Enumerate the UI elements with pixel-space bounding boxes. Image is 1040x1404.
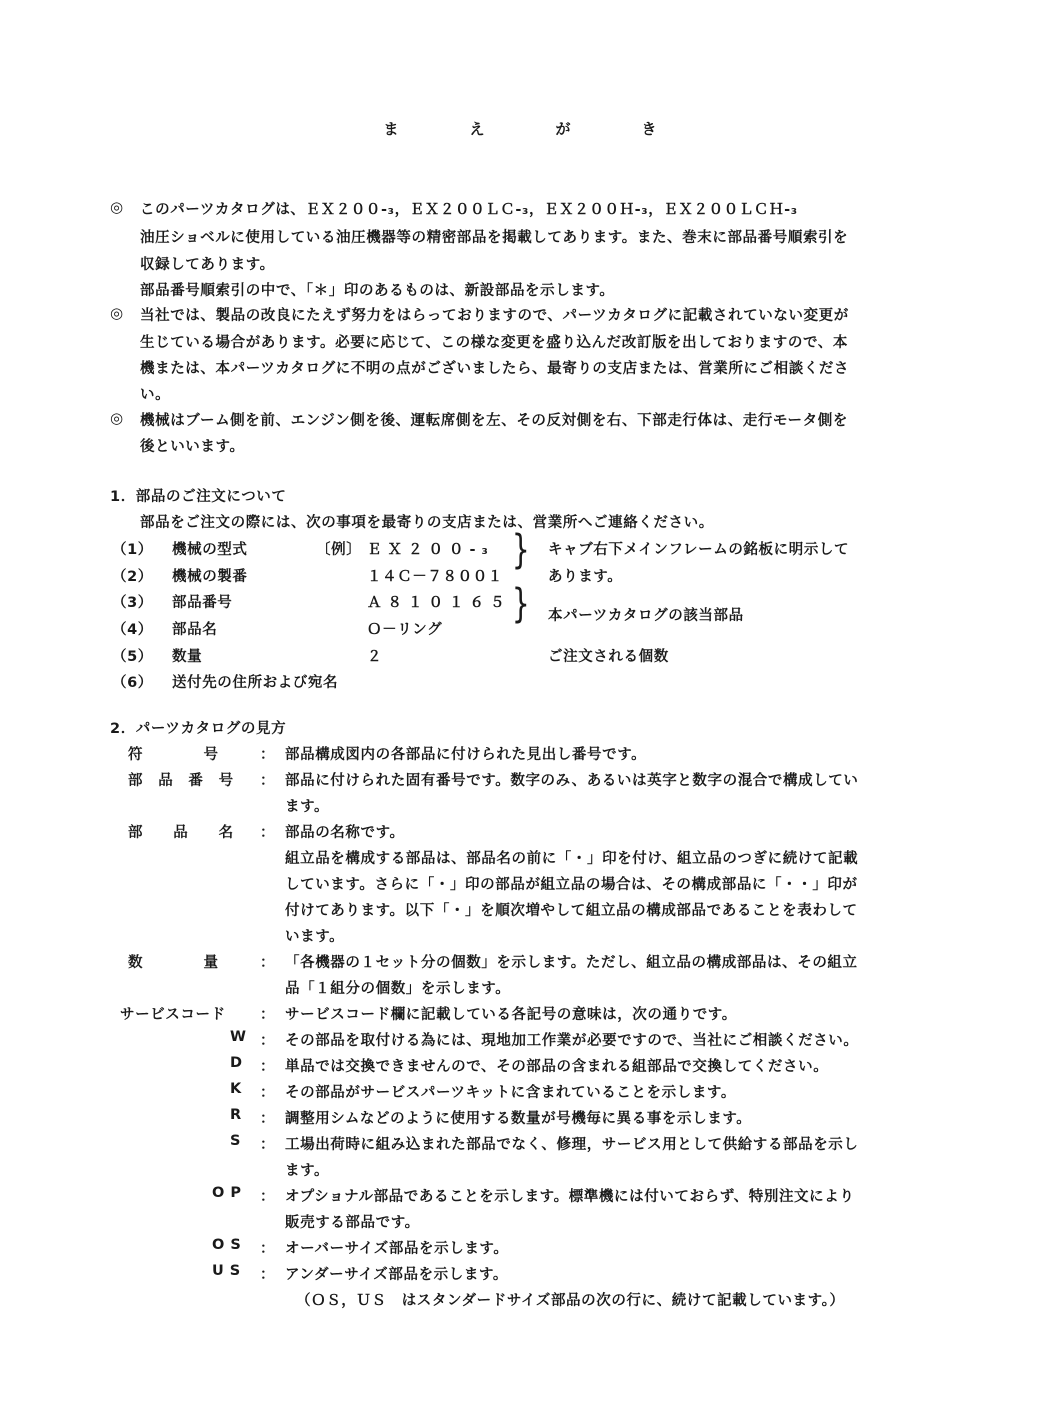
service-code-desc: 販売する部品です。 [285,1215,420,1231]
term-desc: 部品の名称です。 [285,825,405,841]
intro-p1-line: 部品番号順索引の中で、「＊」印のあるものは、新設部品を示します。 [140,283,615,299]
term-desc: 品「１組分の個数」を示します。 [285,981,511,997]
double-circle-bullet-icon: ◎ [110,409,124,427]
term-desc: います。 [285,929,345,945]
right-brace-icon: } [511,527,530,573]
colon: ： [260,1085,275,1101]
right-brace-icon: } [511,581,530,627]
section-1-heading: 1．部品のご注文について [110,489,287,505]
intro-p2-line: 機または、本パーツカタログに不明の点がございましたら、最寄りの支店または、営業所にご相談くださ [140,361,850,377]
colon: ： [260,1033,275,1049]
term-desc: しています。さらに「・」印の部品が組立品の場合は、その構成部品に「・・」印が [285,877,858,893]
colon: ： [260,1241,275,1257]
example-label: 〔例〕 [316,542,362,558]
term-desc: 「各機器の１セット分の個数」を示します。ただし、組立品の構成部品は、その組立 [285,955,858,971]
order-item-number: （2） [112,569,153,585]
service-code-desc: 単品では交換できませんので、その部品の含まれる組部品で交換してください。 [285,1059,829,1075]
order-item-number: （4） [112,622,153,638]
colon: ： [260,1137,275,1153]
order-item-number: （6） [112,675,153,691]
colon: ： [260,955,275,971]
service-code-desc: その部品を取付ける為には、現地加工作業が必要ですので、当社にご相談ください。 [285,1033,859,1049]
service-code: K [230,1081,242,1097]
term-desc: 組立品を構成する部品は、部品名の前に「・」印を付け、組立品のつぎに続けて記載 [285,851,859,867]
term-desc: ます。 [285,799,330,815]
service-code: US [212,1263,247,1279]
service-code: OS [212,1237,247,1253]
order-item-label: 数量 [172,649,203,665]
colon: ： [260,825,275,841]
order-item-label: 送付先の住所および宛名 [172,675,339,691]
order-item-label: 機械の型式 [172,542,248,558]
colon: ： [260,773,275,789]
order-item-value: Ｏ－リング [367,622,443,638]
order-note: あります。 [548,569,623,585]
double-circle-bullet-icon: ◎ [110,304,124,322]
order-note: キャブ右下メインフレームの銘板に明示して [548,542,850,558]
term-label: 数 量 [128,955,219,971]
footnote: （ＯＳ，ＵＳ はスタンダードサイズ部品の次の行に、続けて記載しています。） [296,1293,845,1309]
colon: ： [260,1111,275,1127]
page-title: ま え が き [383,120,685,138]
intro-p3-line: 機械はブーム側を前、エンジン側を後、運転席側を左、その反対側を右、下部走行体は、走行モータ側を [140,413,848,429]
term-label: 部 品 番 号 [128,773,234,789]
colon: ： [260,747,275,763]
intro-p3-line: 後といいます。 [140,439,245,455]
section-1-lead: 部品をご注文の際には、次の事項を最寄りの支店または、営業所へご連絡ください。 [140,515,714,531]
colon: ： [260,1267,275,1283]
order-item-label: 部品名 [172,622,218,638]
term-desc: 部品に付けられた固有番号です。数字のみ、あるいは英字と数字の混合で構成してい [285,773,859,789]
intro-p1-line: 油圧ショベルに使用している油圧機器等の精密部品を掲載してあります。また、巻末に部品番号順索引を [140,230,849,246]
term-desc: サービスコード欄に記載している各記号の意味は，次の通りです。 [285,1007,737,1023]
service-code-desc: アンダーサイズ部品を示します。 [285,1267,509,1283]
service-code: R [230,1107,242,1123]
service-code-desc: オーバーサイズ部品を示します。 [285,1241,509,1257]
service-code: W [230,1029,247,1045]
term-label: 符 号 [128,747,219,763]
colon: ： [260,1189,275,1205]
intro-p2-line: 生じている場合があります。必要に応じて、この様な変更を盛り込んだ改訂版を出しておりますので、本 [140,335,848,351]
service-code: D [230,1055,243,1071]
service-code-desc: 工場出荷時に組み込まれた部品でなく、修理，サービス用として供給する部品を示し [285,1137,859,1153]
service-code-desc: 調整用シムなどのように使用する数量が号機毎に異る事を示します。 [285,1111,752,1127]
order-item-value: ２ [367,649,383,665]
order-item-number: （3） [112,595,153,611]
service-code: OP [212,1185,247,1201]
service-code: S [230,1133,242,1149]
order-item-value: Ａ８１０１６５ [367,595,511,611]
intro-p1-line: このパーツカタログは、ＥＸ２００-₃，ＥＸ２００ＬＣ-₃，ＥＸ２００Ｈ-₃，ＥＸ２００ＬＣＨ-₃ [140,202,798,218]
double-circle-bullet-icon: ◎ [110,198,124,216]
intro-p1-line: 収録してあります。 [140,257,275,273]
intro-p2-line: 当社では、製品の改良にたえず努力をはらっておりますので、パーツカタログに記載されていない変更が [140,308,849,324]
term-desc: 付けてあります。以下「・」を順次増やして組立品の構成部品であることを表わして [285,903,858,919]
order-item-label: 部品番号 [172,595,233,611]
service-code-desc: ます。 [285,1163,330,1179]
term-desc: 部品構成図内の各部品に付けられた見出し番号です。 [285,747,647,763]
term-label: サービスコード [120,1007,226,1023]
order-item-number: （1） [112,542,153,558]
term-label: 部 品 名 [128,825,234,841]
colon: ： [260,1007,275,1023]
order-note: 本パーツカタログの該当部品 [548,608,744,624]
colon: ： [260,1059,275,1075]
order-note: ご注文される個数 [548,649,669,665]
service-code-desc: オプショナル部品であることを示します。標準機には付いておらず、特別注文により [285,1189,855,1205]
order-item-label: 機械の製番 [172,569,248,585]
order-item-value: ＥＸ２００-₃ [367,542,494,558]
intro-p2-line: い。 [140,387,171,403]
order-item-value: １４Ｃ－７８００１ [367,569,503,585]
section-2-heading: 2．パーツカタログの見方 [110,721,287,737]
order-item-number: （5） [112,649,153,665]
service-code-desc: その部品がサービスパーツキットに含まれていることを示します。 [285,1085,736,1101]
